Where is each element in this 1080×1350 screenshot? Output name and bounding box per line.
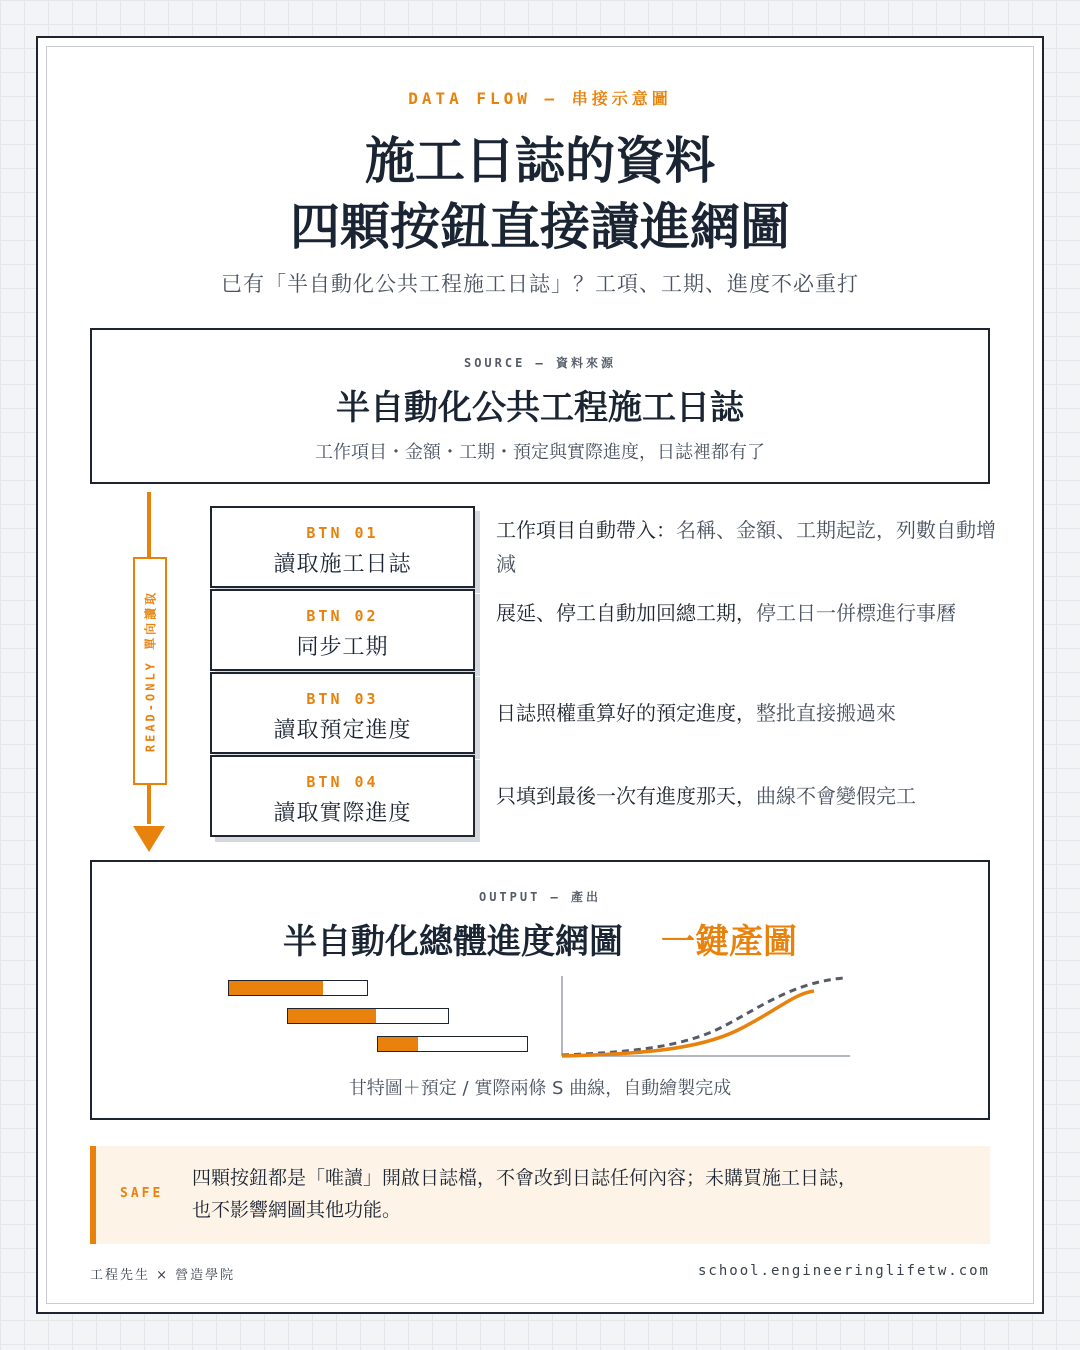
output-accent: 一鍵產圖 [661, 922, 797, 962]
source-box [90, 328, 990, 484]
btn-code: BTN 04 [306, 773, 379, 791]
btn-code: BTN 01 [306, 524, 379, 542]
btn-read-planned[interactable] [210, 672, 475, 754]
output-caption: 甘特圖＋預定 / 實際兩條 S 曲線，自動繪製完成 [348, 1078, 732, 1099]
output-label: OUTPUT — 產出 [478, 890, 602, 904]
gantt-bar [228, 980, 368, 996]
btn-desc [496, 513, 996, 581]
gantt-fill [288, 1009, 376, 1023]
gantt-bar [377, 1036, 528, 1052]
subtitle: 已有「半自動化公共工程施工日誌」？工項、工期、進度不必重打 [221, 272, 859, 296]
output-box [90, 860, 990, 1120]
btn-desc-rest: 名稱、金額、工期起訖，列數自動增減 [496, 518, 996, 576]
btn-desc-main: 只填到最後一次有進度那天， [496, 784, 756, 808]
flow-arrow-down-icon [133, 826, 165, 852]
safe-notice [90, 1146, 990, 1244]
output-title: 半自動化總體進度網圖 [283, 922, 623, 962]
btn-desc-main: 工作項目自動帶入： [496, 518, 676, 542]
btn-sync-duration[interactable] [210, 589, 475, 671]
gantt-fill [229, 981, 323, 995]
safe-text-line2: 也不影響網圖其他功能。 [192, 1199, 402, 1221]
page-title-line2: 四顆按鈕直接讀進網圖 [290, 197, 790, 256]
gantt-bar [287, 1008, 449, 1024]
source-title: 半自動化公共工程施工日誌 [336, 388, 744, 428]
footer-url[interactable]: school.engineeringlifetw.com [697, 1263, 990, 1279]
btn-read-actual[interactable] [210, 755, 475, 837]
btn-desc-main: 日誌照權重算好的預定進度， [496, 701, 756, 725]
btn-desc-rest: 曲線不會變假完工 [756, 784, 916, 808]
safe-text-line1: 四顆按鈕都是「唯讀」開啟日誌檔，不會改到日誌任何內容；未購買施工日誌， [192, 1167, 858, 1189]
btn-desc-rest: 停工日一併標進行事曆 [756, 601, 956, 625]
btn-code: BTN 02 [306, 607, 379, 625]
footer-credit: 工程先生 × 營造學院 [90, 1268, 236, 1283]
readonly-label: READ-ONLY 單向讀取 [143, 589, 158, 753]
source-label: SOURCE — 資料來源 [463, 356, 617, 370]
btn-label: 讀取實際進度 [273, 801, 412, 826]
readonly-badge [133, 557, 167, 785]
output-title-row [92, 914, 988, 963]
gantt-fill [378, 1037, 418, 1051]
actual-s-curve [562, 991, 814, 1056]
btn-desc [496, 779, 996, 813]
eyebrow: DATA FLOW — 串接示意圖 [408, 89, 672, 108]
btn-desc-main: 展延、停工自動加回總工期， [496, 601, 756, 625]
btn-read-log[interactable] [210, 506, 475, 588]
btn-code: BTN 03 [306, 690, 379, 708]
btn-label: 讀取預定進度 [273, 718, 412, 743]
safe-text [192, 1162, 982, 1226]
page-title-line1: 施工日誌的資料 [365, 131, 715, 190]
btn-desc [496, 596, 996, 630]
btn-desc-rest: 整批直接搬過來 [756, 701, 896, 725]
btn-desc [496, 696, 996, 730]
btn-label: 同步工期 [296, 635, 389, 660]
source-desc: 工作項目・金額・工期・預定與實際進度，日誌裡都有了 [315, 442, 765, 463]
safe-label: SAFE [120, 1186, 164, 1201]
btn-label: 讀取施工日誌 [273, 552, 412, 577]
s-curve-chart [558, 974, 854, 1060]
